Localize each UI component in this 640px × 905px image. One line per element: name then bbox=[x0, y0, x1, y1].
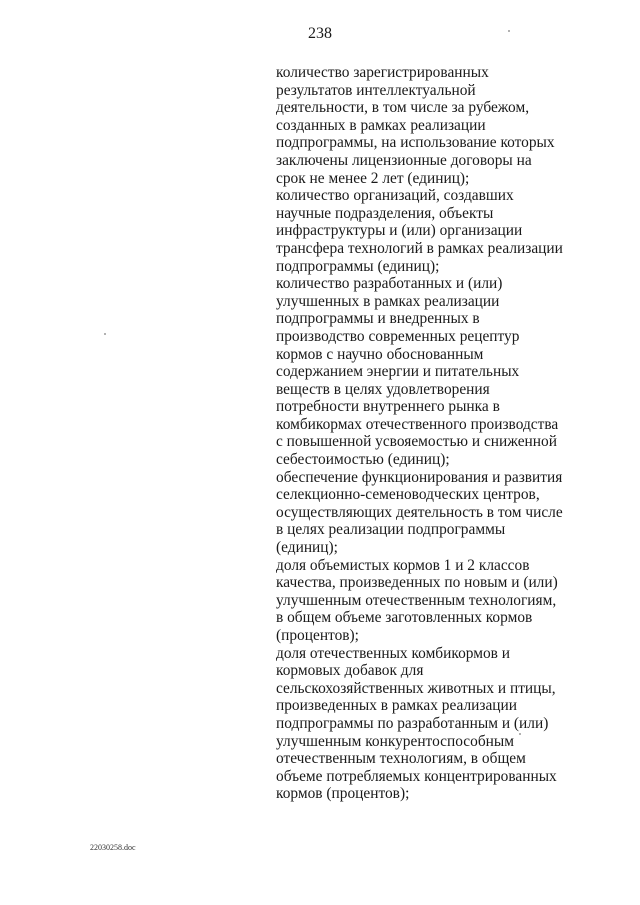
text-line: доля отечественных комбикормов и bbox=[276, 644, 511, 662]
text-line: в общем объеме заготовленных кормов bbox=[276, 609, 533, 627]
text-line: улучшенных в рамках реализации bbox=[276, 292, 500, 310]
text-line: деятельности, в том числе за рубежом, bbox=[276, 99, 530, 117]
text-line: комбикормах отечественного производства bbox=[276, 415, 559, 433]
text-line: подпрограммы, на использование которых bbox=[276, 134, 555, 152]
text-line: веществ в целях удовлетворения bbox=[276, 380, 490, 398]
scan-speck bbox=[519, 733, 521, 735]
text-line: потребности внутреннего рынка в bbox=[276, 398, 500, 416]
text-line: объеме потребляемых концентрированных bbox=[276, 767, 557, 785]
text-line: содержанием энергии и питательных bbox=[276, 363, 520, 381]
text-line: трансфера технологий в рамках реализации bbox=[276, 239, 563, 257]
text-line: количество организаций, создавших bbox=[276, 187, 514, 205]
body-text bbox=[276, 64, 576, 803]
text-line: осуществляющих деятельность в том числе bbox=[276, 503, 563, 521]
text-line: себестоимостью (единиц); bbox=[276, 451, 450, 469]
text-line: с повышенной усвояемостью и сниженной bbox=[276, 433, 557, 451]
text-line: производство современных рецептур bbox=[276, 327, 520, 345]
text-line: отечественным технологиям, в общем bbox=[276, 750, 526, 768]
text-line: кормов с научно обоснованным bbox=[276, 345, 484, 363]
text-line: срок не менее 2 лет (единиц); bbox=[276, 169, 470, 187]
text-line: улучшенным отечественным технологиям, bbox=[276, 591, 557, 609]
text-line: подпрограммы и внедренных в bbox=[276, 310, 480, 328]
text-line: (единиц); bbox=[276, 539, 338, 557]
text-line: подпрограммы (единиц); bbox=[276, 257, 440, 275]
text-line: подпрограммы по разработанным и (или) bbox=[276, 714, 549, 732]
text-line: кормов (процентов); bbox=[276, 785, 410, 803]
text-line: (процентов); bbox=[276, 627, 359, 644]
text-line: сельскохозяйственных животных и птицы, bbox=[276, 679, 556, 697]
text-line: заключены лицензионные договоры на bbox=[276, 151, 532, 169]
footer-filename: 22030258.doc bbox=[90, 843, 136, 852]
text-line: результатов интеллектуальной bbox=[276, 81, 476, 99]
text-line: селекционно-семеноводческих центров, bbox=[276, 486, 540, 504]
text-line: улучшенным конкурентоспособным bbox=[276, 732, 514, 750]
scan-speck bbox=[104, 333, 106, 335]
text-line: количество зарегистрированных bbox=[276, 64, 489, 81]
page-number: 238 bbox=[308, 25, 332, 42]
text-line: научные подразделения, объекты bbox=[276, 204, 494, 222]
text-line: в целях реализации подпрограммы bbox=[276, 521, 506, 539]
text-line: созданных в рамках реализации bbox=[276, 116, 486, 134]
text-line: инфраструктуры и (или) организации bbox=[276, 222, 523, 240]
text-line: кормовых добавок для bbox=[276, 662, 424, 680]
text-line: обеспечение функционирования и развития bbox=[276, 468, 563, 486]
text-line: качества, произведенных по новым и (или) bbox=[276, 574, 558, 592]
text-line: доля объемистых кормов 1 и 2 классов bbox=[276, 556, 530, 574]
text-line: произведенных в рамках реализации bbox=[276, 697, 517, 715]
text-line: количество разработанных и (или) bbox=[276, 275, 503, 293]
scan-speck bbox=[508, 30, 510, 32]
